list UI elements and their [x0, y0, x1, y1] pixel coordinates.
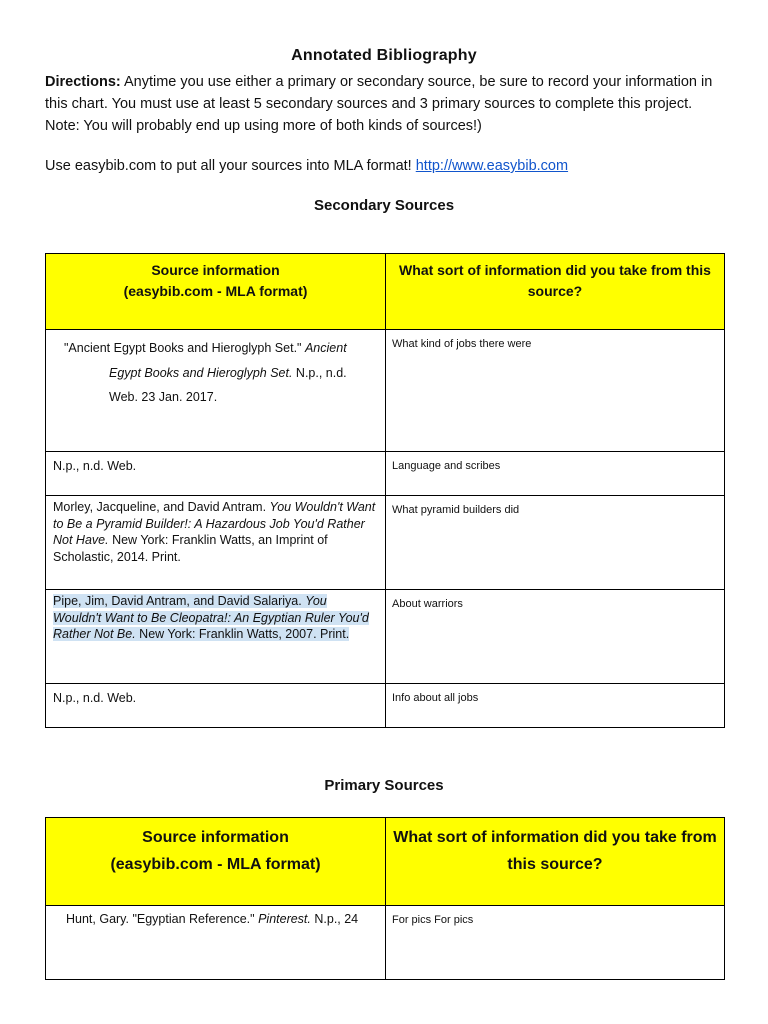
source-title: You Wouldn't Want to Be a Pyramid Builder!: A Hazardous Job You'd Rather Not Have. — [53, 500, 376, 547]
source-text: N.p., 24 — [310, 912, 359, 926]
source-text: "Ancient Egypt Books and Hieroglyph Set." — [64, 341, 305, 355]
directions-label: Directions: — [45, 74, 121, 90]
easybib-link[interactable]: http://www.easybib.com — [415, 158, 569, 174]
page-title: Annotated Bibliography — [291, 47, 477, 64]
table-row — [46, 496, 725, 590]
table-header-row — [46, 254, 725, 330]
source-info-header-line1: Source information — [151, 262, 280, 278]
source-info-header-line1: Source information — [142, 829, 289, 846]
secondary-sources-heading: Secondary Sources — [313, 197, 455, 214]
source-info-header-line2: (easybib.com - MLA format) — [123, 283, 308, 299]
note-cell[interactable]: What pyramid builders did — [386, 496, 725, 590]
primary-sources-table — [45, 817, 725, 980]
secondary-sources-table — [45, 253, 725, 728]
note-cell[interactable]: Language and scribes — [386, 452, 725, 496]
table-row — [46, 590, 725, 684]
table-row — [46, 906, 725, 980]
source-text: N.p., n.d. — [292, 365, 347, 380]
source-title: Ancient — [304, 341, 347, 355]
source-text: New York: Franklin Watts, an Imprint of Scholastic, 2014. Print. — [53, 533, 328, 564]
source-title: Pinterest. — [258, 912, 311, 926]
source-cell[interactable] — [46, 590, 386, 684]
source-text: Web. 23 Jan. 2017. — [109, 390, 218, 404]
source-info-header — [46, 254, 386, 330]
source-cell[interactable]: N.p., n.d. Web. — [46, 684, 386, 728]
source-cell[interactable] — [46, 906, 386, 980]
info-taken-header-text: What sort of information did you take from this source? — [399, 262, 711, 299]
source-info-header-line2: (easybib.com - MLA format) — [110, 856, 321, 873]
note-cell[interactable]: Info about all jobs — [386, 684, 725, 728]
directions-paragraph — [45, 71, 725, 137]
source-cell[interactable]: N.p., n.d. Web. — [46, 452, 386, 496]
easybib-instruction — [45, 155, 725, 177]
info-taken-header — [386, 818, 725, 906]
source-title: Egypt Books and Hieroglyph Set. — [109, 365, 293, 380]
source-cell[interactable] — [46, 496, 386, 590]
easybib-text: Use easybib.com to put all your sources into MLA format! — [45, 158, 416, 174]
primary-sources-heading: Primary Sources — [324, 777, 444, 794]
table-header-row — [46, 818, 725, 906]
table-row — [46, 452, 725, 496]
source-cell[interactable] — [46, 330, 386, 452]
source-info-header — [46, 818, 386, 906]
table-row — [46, 684, 725, 728]
note-cell[interactable]: What kind of jobs there were — [386, 330, 725, 452]
source-text: New York: Franklin Watts, 2007. Print. — [135, 627, 350, 641]
directions-text: Anytime you use either a primary or secondary source, be sure to record your information in this chart. You must use at least 5 secondary sources and 3 primary sources to complete this project. Note: You will probably end up using more of both kinds of sources!) — [45, 74, 713, 134]
note-cell[interactable]: About warriors — [386, 590, 725, 684]
source-text: Hunt, Gary. "Egyptian Reference." — [66, 912, 259, 926]
note-cell[interactable]: For pics For pics — [386, 906, 725, 980]
info-taken-header — [386, 254, 725, 330]
source-text: Pipe, Jim, David Antram, and David Salariya. — [53, 594, 306, 608]
source-text: Morley, Jacqueline, and David Antram. — [53, 500, 270, 514]
info-taken-header-text: What sort of information did you take from this source? — [393, 829, 717, 873]
source-title: You Wouldn't Want to Be Cleopatra!: An Egyptian Ruler You'd Rather Not Be. — [53, 594, 369, 641]
table-row — [46, 330, 725, 452]
